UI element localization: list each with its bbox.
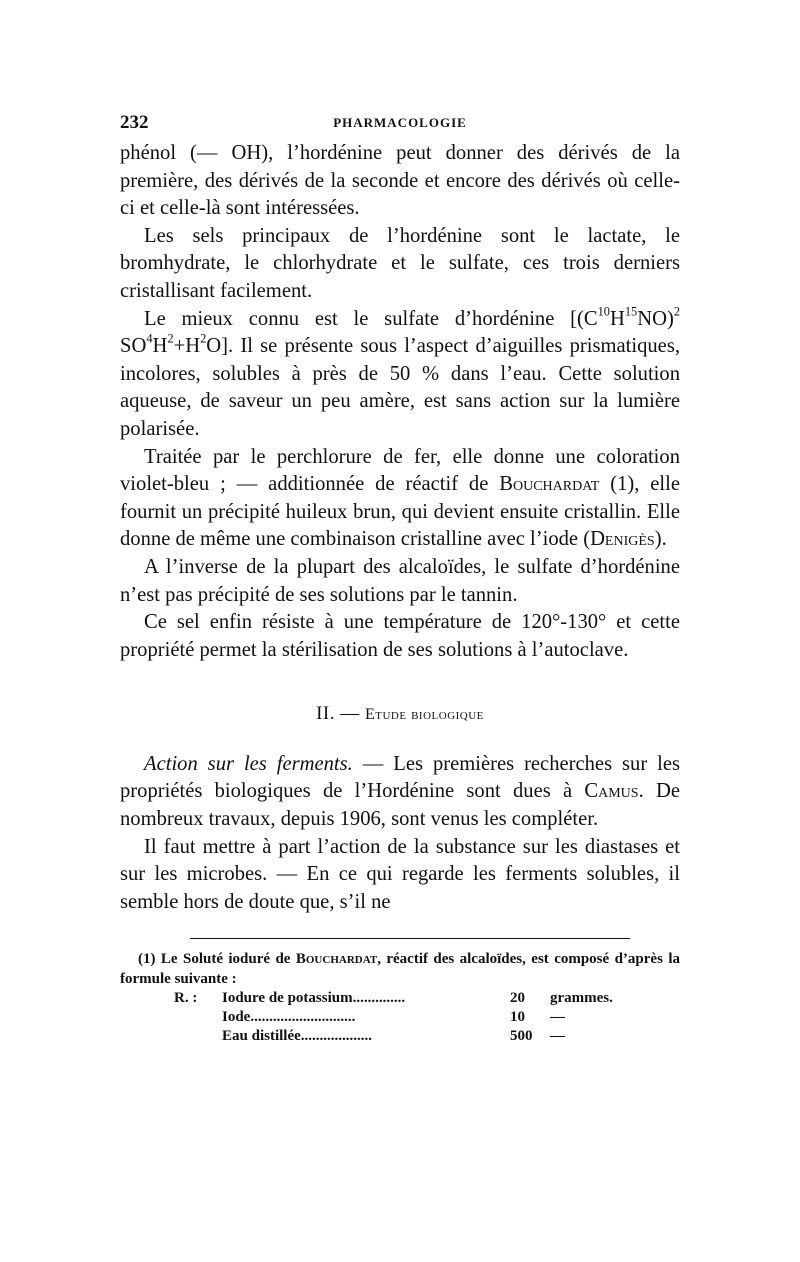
formula-row: Eau distillée................... 500 — — [222, 1028, 565, 1045]
paragraph-5: A l’inverse de la plupart des alcaloïdes, le sulfate d’hordénine n’est pas précipité de ses solutions par le tannin. — [120, 555, 680, 606]
footnote-divider — [190, 938, 630, 939]
author-name: Bouchardat — [499, 473, 600, 496]
paragraph-1: phénol (— OH), l’hordénine peut donner des dérivés de la première, des dérivés de la seconde et encore des dérivés où celle-ci et celle-là sont intéressées. — [120, 142, 680, 220]
author-name: Camus — [584, 780, 639, 803]
paragraph-6: Ce sel enfin résiste à une température de 120°-130° et cette propriété permet la stérilisation de ses solutions à l’autoclave. — [120, 611, 680, 661]
paragraph-7: Action sur les ferments. — Les premières recherches sur les propriétés biologiques de l’Hordénine sont dues à Camus. De nombreux travaux, depuis 1906, sont venus les compléter. — [120, 752, 681, 831]
body-text — [120, 140, 680, 916]
section-heading: II. — Etude biologique — [316, 703, 484, 725]
formula-row: Iode............................ 10 — — [222, 1009, 565, 1026]
footnote-text: (1) Le Soluté ioduré de Bouchardat, réactif des alcaloïdes, est composé d’après la formule suivante : — [120, 951, 680, 988]
footnote — [120, 949, 680, 1046]
paragraph-2: Les sels principaux de l’hordénine sont le lactate, le bromhydrate, le chlorhydrate et le sulfate, ces trois derniers cristallisant facilement. — [120, 224, 680, 302]
running-title: PHARMACOLOGIE — [333, 115, 467, 130]
page — [120, 112, 680, 1046]
page-number: 232 — [120, 112, 149, 133]
paragraph-8: Il faut mettre à part l’action de la substance sur les diastases et sur les microbes. — En ce qui regarde les ferments solubles, il semble hors de doute que, s’il ne — [120, 835, 680, 913]
page-header — [120, 112, 680, 140]
paragraph-4: Traitée par le perchlorure de fer, elle donne une coloration violet-bleu ; — additionnée de réactif de Bouchardat (1), elle fournit un précipité huileux brun, qui devient ensuite cristallin. Elle donne de même une combinaison cristalline avec l’iode (Denigès). — [120, 445, 681, 551]
paragraph-3: Le mieux connu est le sulfate d’hordénine [$(C^{10}H^{15}NO)^2$ $SO^4H^2+H^2O$]. Il se présente sous l’aspect d’aiguilles prismatiques, incolores, solubles à près de 50 % dans l’eau. Cette solution aqueuse, de saveur un peu amère, est sans action sur la lumière polarisée. — [120, 304, 680, 440]
formula-table — [174, 989, 613, 1046]
formula-row: R. : Iodure de potassium.............. 20 grammes. — [174, 990, 613, 1007]
author-name: Denigès — [590, 528, 655, 551]
